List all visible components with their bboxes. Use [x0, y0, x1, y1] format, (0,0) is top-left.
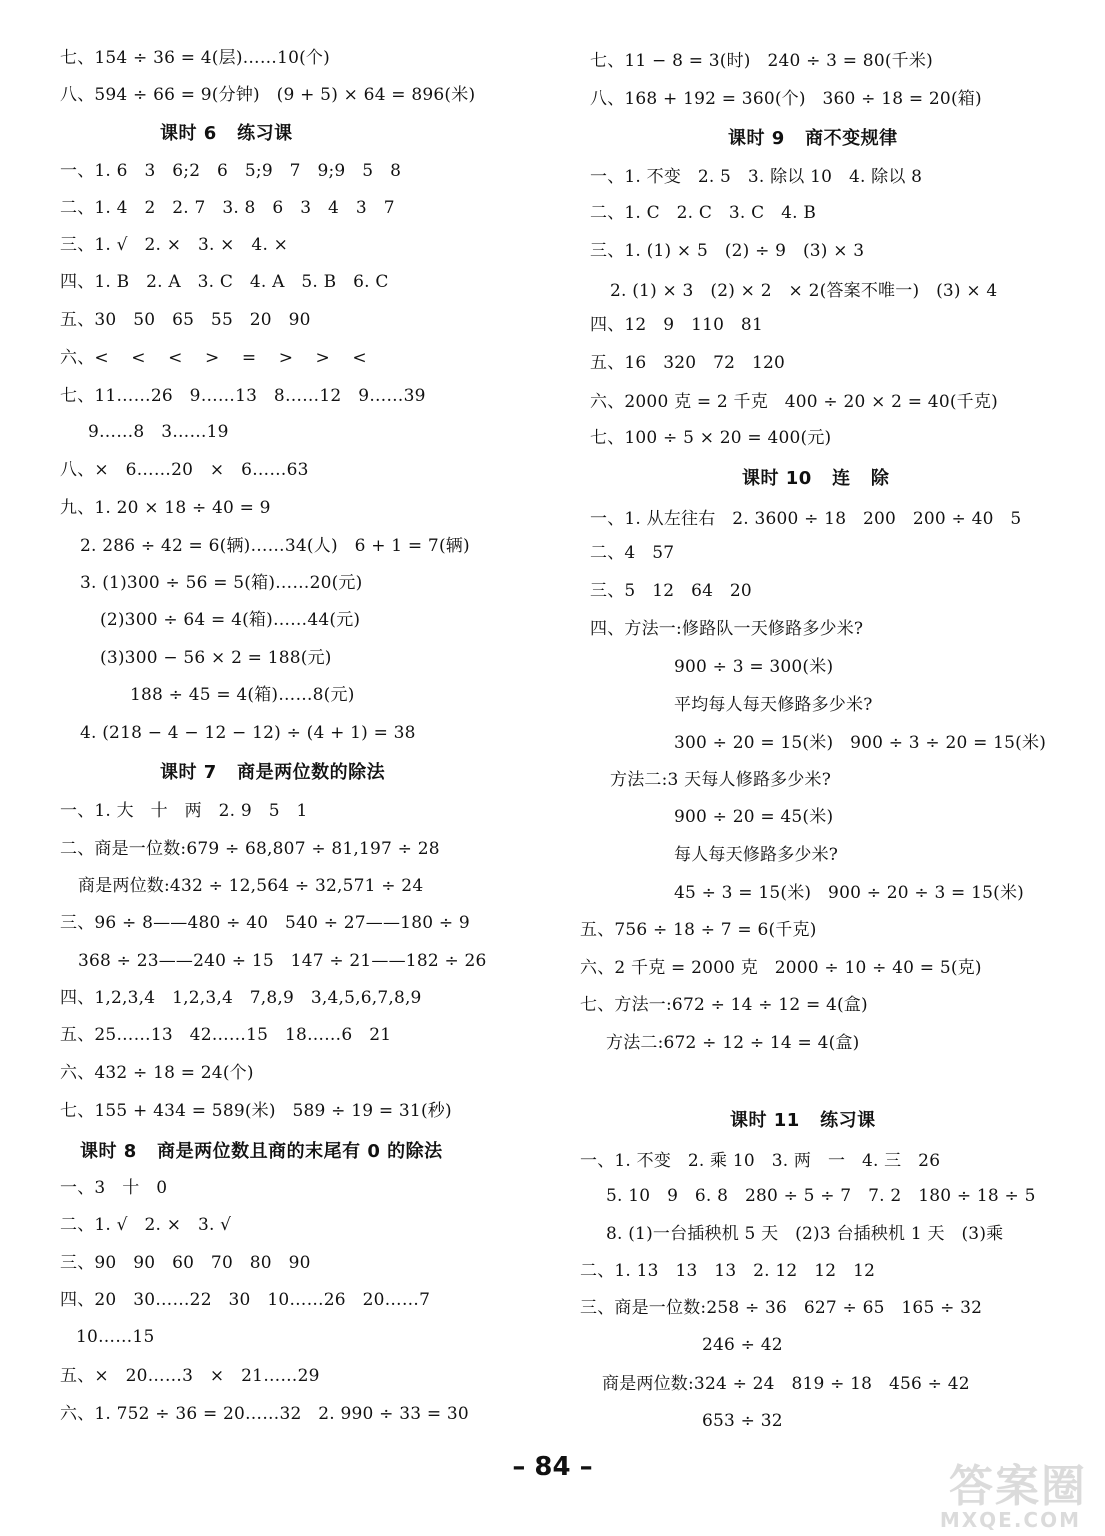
answer-line: (2)300 ÷ 64 = 4(箱)……44(元): [100, 610, 361, 630]
answer-line: 六、432 ÷ 18 = 24(个): [60, 1063, 254, 1083]
answer-line: 三、1. (1) × 5 (2) ÷ 9 (3) × 3: [590, 241, 865, 261]
answer-line: 三、96 ÷ 8——480 ÷ 40 540 ÷ 27——180 ÷ 9: [60, 913, 470, 933]
answer-line: 一、1. 6 3 6;2 6 5;9 7 9;9 5 8: [60, 161, 402, 181]
answer-line: 900 ÷ 20 = 45(米): [674, 807, 834, 827]
answer-line: 九、1. 20 × 18 ÷ 40 = 9: [60, 498, 271, 518]
answer-line: 方法二:3 天每人修路多少米?: [610, 770, 832, 790]
answer-line: 平均每人每天修路多少米?: [674, 695, 873, 715]
answer-line: 八、× 6……20 × 6……63: [60, 460, 309, 480]
answer-line: 七、11……26 9……13 8……12 9……39: [60, 386, 426, 406]
watermark-url: MXQE.COM: [939, 1508, 1081, 1532]
answer-line: 4. (218 − 4 − 12 − 12) ÷ (4 + 1) = 38: [80, 723, 416, 743]
section-heading-lesson-9: 课时 9 商不变规律: [728, 128, 898, 149]
answer-line: 七、11 − 8 = 3(时) 240 ÷ 3 = 80(千米): [590, 51, 933, 71]
watermark: [897, 1450, 1087, 1532]
section-heading-lesson-11: 课时 11 练习课: [730, 1110, 876, 1131]
answer-line: 10……15: [76, 1327, 155, 1347]
answer-line: 2. 286 ÷ 42 = 6(辆)……34(人) 6 + 1 = 7(辆): [80, 536, 470, 556]
answer-line: 188 ÷ 45 = 4(箱)……8(元): [130, 685, 355, 705]
answer-line: 9……8 3……19: [88, 422, 229, 442]
section-heading-lesson-10: 课时 10 连 除: [742, 468, 890, 489]
answer-line: 246 ÷ 42: [702, 1335, 783, 1355]
answer-line: 六、1. 752 ÷ 36 = 20……32 2. 990 ÷ 33 = 30: [60, 1404, 469, 1424]
answer-line: 四、12 9 110 81: [590, 315, 763, 335]
answer-line: 三、90 90 60 70 80 90: [60, 1253, 311, 1273]
watermark-logo: 答案圈: [949, 1461, 1087, 1512]
answer-line: 二、1. √ 2. × 3. √: [60, 1215, 232, 1235]
answer-line: 8. (1)一台插秧机 5 天 (2)3 台插秧机 1 天 (3)乘: [606, 1224, 1004, 1244]
answer-line: 一、1. 不变 2. 乘 10 3. 两 一 4. 三 26: [580, 1151, 941, 1171]
answer-line: 四、方法一:修路队一天修路多少米?: [590, 619, 864, 639]
answer-line: 368 ÷ 23——240 ÷ 15 147 ÷ 21——182 ÷ 26: [78, 951, 487, 971]
section-heading-lesson-7: 课时 7 商是两位数的除法: [160, 762, 386, 783]
answer-line: 三、5 12 64 20: [590, 581, 752, 601]
answer-line: 一、3 十 0: [60, 1178, 168, 1198]
answer-line: 一、1. 大 十 两 2. 9 5 1: [60, 801, 308, 821]
answer-line: 七、154 ÷ 36 = 4(层)……10(个): [60, 48, 330, 68]
answer-line: 二、商是一位数:679 ÷ 68,807 ÷ 81,197 ÷ 28: [60, 839, 440, 859]
answer-line: 三、商是一位数:258 ÷ 36 627 ÷ 65 165 ÷ 32: [580, 1298, 983, 1318]
answer-line: 2. (1) × 3 (2) × 2 × 2(答案不唯一) (3) × 4: [610, 281, 998, 301]
answer-line: 五、× 20……3 × 21……29: [60, 1366, 320, 1386]
answer-line: 五、756 ÷ 18 ÷ 7 = 6(千克): [580, 920, 817, 940]
answer-line: 六、2 千克 = 2000 克 2000 ÷ 10 ÷ 40 = 5(克): [580, 958, 982, 978]
answer-line: 二、1. C 2. C 3. C 4. B: [590, 203, 817, 223]
answer-line: 300 ÷ 20 = 15(米) 900 ÷ 3 ÷ 20 = 15(米): [674, 733, 1047, 753]
answer-line: 七、155 + 434 = 589(米) 589 ÷ 19 = 31(秒): [60, 1101, 452, 1121]
answer-line: 方法二:672 ÷ 12 ÷ 14 = 4(盒): [606, 1033, 860, 1053]
answer-line: 八、168 + 192 = 360(个) 360 ÷ 18 = 20(箱): [590, 89, 982, 109]
page-number: – 84 –: [512, 1452, 593, 1482]
answer-line: 一、1. 从左往右 2. 3600 ÷ 18 200 200 ÷ 40 5: [590, 509, 1022, 529]
answer-line: 七、方法一:672 ÷ 14 ÷ 12 = 4(盒): [580, 995, 868, 1015]
answer-line: 一、1. 不变 2. 5 3. 除以 10 4. 除以 8: [590, 167, 923, 187]
answer-line: 五、25……13 42……15 18……6 21: [60, 1025, 392, 1045]
answer-line: (3)300 − 56 × 2 = 188(元): [100, 648, 332, 668]
answer-line: 商是两位数:324 ÷ 24 819 ÷ 18 456 ÷ 42: [602, 1374, 970, 1394]
answer-line: 每人每天修路多少米?: [674, 845, 839, 865]
answer-line: 七、100 ÷ 5 × 20 = 400(元): [590, 428, 832, 448]
answer-line: 四、1,2,3,4 1,2,3,4 7,8,9 3,4,5,6,7,8,9: [60, 988, 422, 1008]
answer-line: 900 ÷ 3 = 300(米): [674, 657, 834, 677]
answer-line: 5. 10 9 6. 8 280 ÷ 5 ÷ 7 7. 2 180 ÷ 18 ÷ 5: [606, 1186, 1036, 1206]
answer-line: 四、1. B 2. A 3. C 4. A 5. B 6. C: [60, 272, 389, 292]
answer-line: 45 ÷ 3 = 15(米) 900 ÷ 20 ÷ 3 = 15(米): [674, 883, 1025, 903]
answer-line: 六、2000 克 = 2 千克 400 ÷ 20 × 2 = 40(千克): [590, 392, 998, 412]
answer-line: 五、30 50 65 55 20 90: [60, 310, 311, 330]
answer-line: 653 ÷ 32: [702, 1411, 783, 1431]
answer-line: 四、20 30……22 30 10……26 20……7: [60, 1290, 431, 1310]
answer-line: 三、1. √ 2. × 3. × 4. ×: [60, 235, 289, 255]
answer-line: 五、16 320 72 120: [590, 353, 785, 373]
section-heading-lesson-6: 课时 6 练习课: [160, 123, 293, 144]
answer-line: 六、< < < > = > > <: [60, 348, 367, 368]
answer-line: 二、4 57: [590, 543, 675, 563]
section-heading-lesson-8: 课时 8 商是两位数且商的末尾有 0 的除法: [80, 1141, 443, 1162]
answer-line: 八、594 ÷ 66 = 9(分钟) (9 + 5) × 64 = 896(米): [60, 85, 476, 105]
answer-line: 二、1. 13 13 13 2. 12 12 12: [580, 1261, 876, 1281]
answer-line: 3. (1)300 ÷ 56 = 5(箱)……20(元): [80, 573, 363, 593]
answer-line: 二、1. 4 2 2. 7 3. 8 6 3 4 3 7: [60, 198, 395, 218]
answer-line: 商是两位数:432 ÷ 12,564 ÷ 32,571 ÷ 24: [78, 876, 424, 896]
